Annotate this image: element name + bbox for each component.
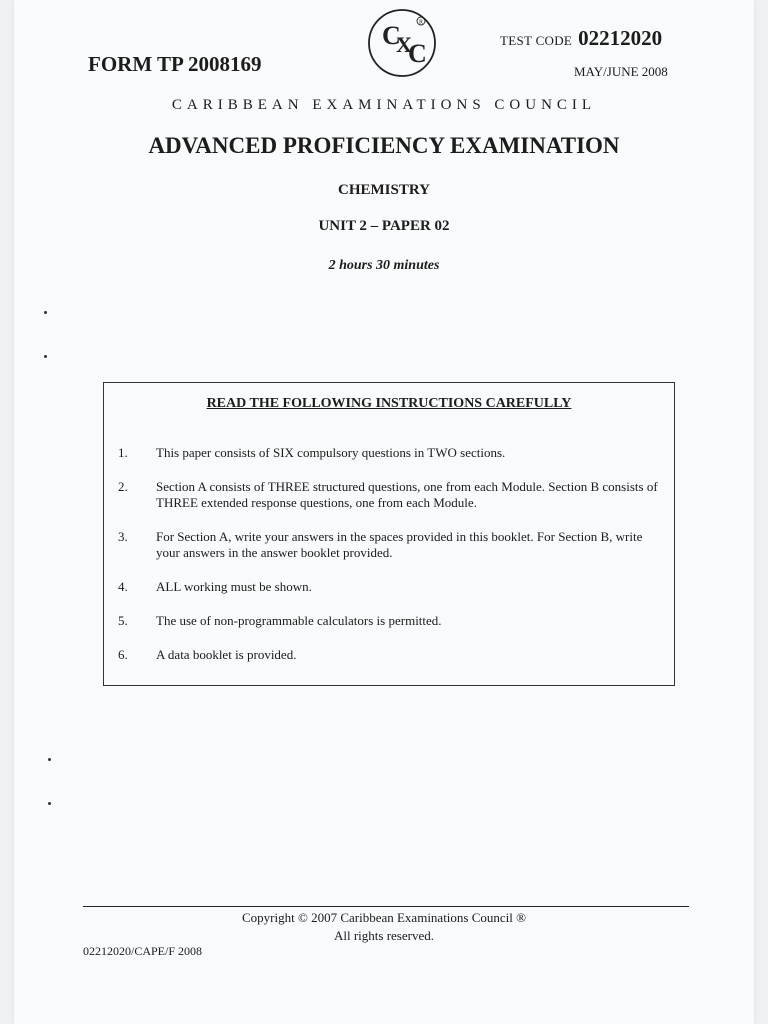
instructions-heading: READ THE FOLLOWING INSTRUCTIONS CAREFULLY (206, 396, 572, 411)
scan-speck (48, 758, 51, 761)
instruction-text: A data booklet is provided. (156, 647, 297, 662)
rights-reserved: All rights reserved. (333, 928, 434, 943)
scan-speck (48, 802, 51, 805)
subject: CHEMISTRY (338, 182, 430, 198)
svg-text:C: C (408, 39, 427, 68)
instruction-number: 5. (118, 613, 128, 628)
instruction-item (118, 479, 666, 511)
copyright-notice: Copyright © 2007 Caribbean Examinations Council ® (241, 910, 527, 925)
scan-speck (44, 355, 47, 358)
instruction-text: For Section A, write your answers in the spaces provided in this booklet. For Section B, write your answers in the answer booklet provided. (156, 529, 643, 560)
instruction-text: Section A consists of THREE structured questions, one from each Module. Section B consists of THREE extended response questions, one from each Module. (156, 479, 658, 510)
instruction-number: 1. (118, 445, 128, 460)
scan-speck (44, 311, 47, 314)
cxc-logo (366, 6, 438, 78)
svg-text:C: C (382, 21, 401, 50)
test-code-label: TEST CODE (500, 33, 573, 48)
instruction-number: 2. (118, 479, 128, 494)
svg-text:X: X (396, 32, 412, 57)
document-code: 02212020/CAPE/F 2008 (83, 944, 203, 958)
instruction-number: 4. (118, 579, 128, 594)
form-label: FORM TP 2008169 (88, 52, 262, 76)
instruction-item (118, 647, 666, 663)
exam-title: ADVANCED PROFICIENCY EXAMINATION (148, 133, 620, 158)
test-code-value: 02212020 (578, 26, 663, 50)
instruction-item (118, 613, 666, 629)
instruction-item (118, 579, 666, 595)
instruction-item (118, 445, 666, 461)
svg-text:R: R (419, 19, 424, 26)
instruction-text: This paper consists of SIX compulsory questions in TWO sections. (156, 445, 506, 460)
instructions-list (118, 445, 666, 663)
duration: 2 hours 30 minutes (328, 258, 440, 273)
unit-paper: UNIT 2 – PAPER 02 (318, 218, 450, 234)
test-code (500, 26, 662, 51)
instruction-number: 3. (118, 529, 128, 544)
instruction-text: The use of non-programmable calculators is permitted. (156, 613, 442, 628)
exam-session: MAY/JUNE 2008 (574, 64, 668, 79)
instructions-box (103, 382, 675, 686)
council-name: CARIBBEAN EXAMINATIONS COUNCIL (171, 97, 597, 113)
footer-divider (83, 906, 689, 907)
instruction-number: 6. (118, 647, 128, 662)
instruction-item (118, 529, 666, 561)
instruction-text: ALL working must be shown. (156, 579, 312, 594)
